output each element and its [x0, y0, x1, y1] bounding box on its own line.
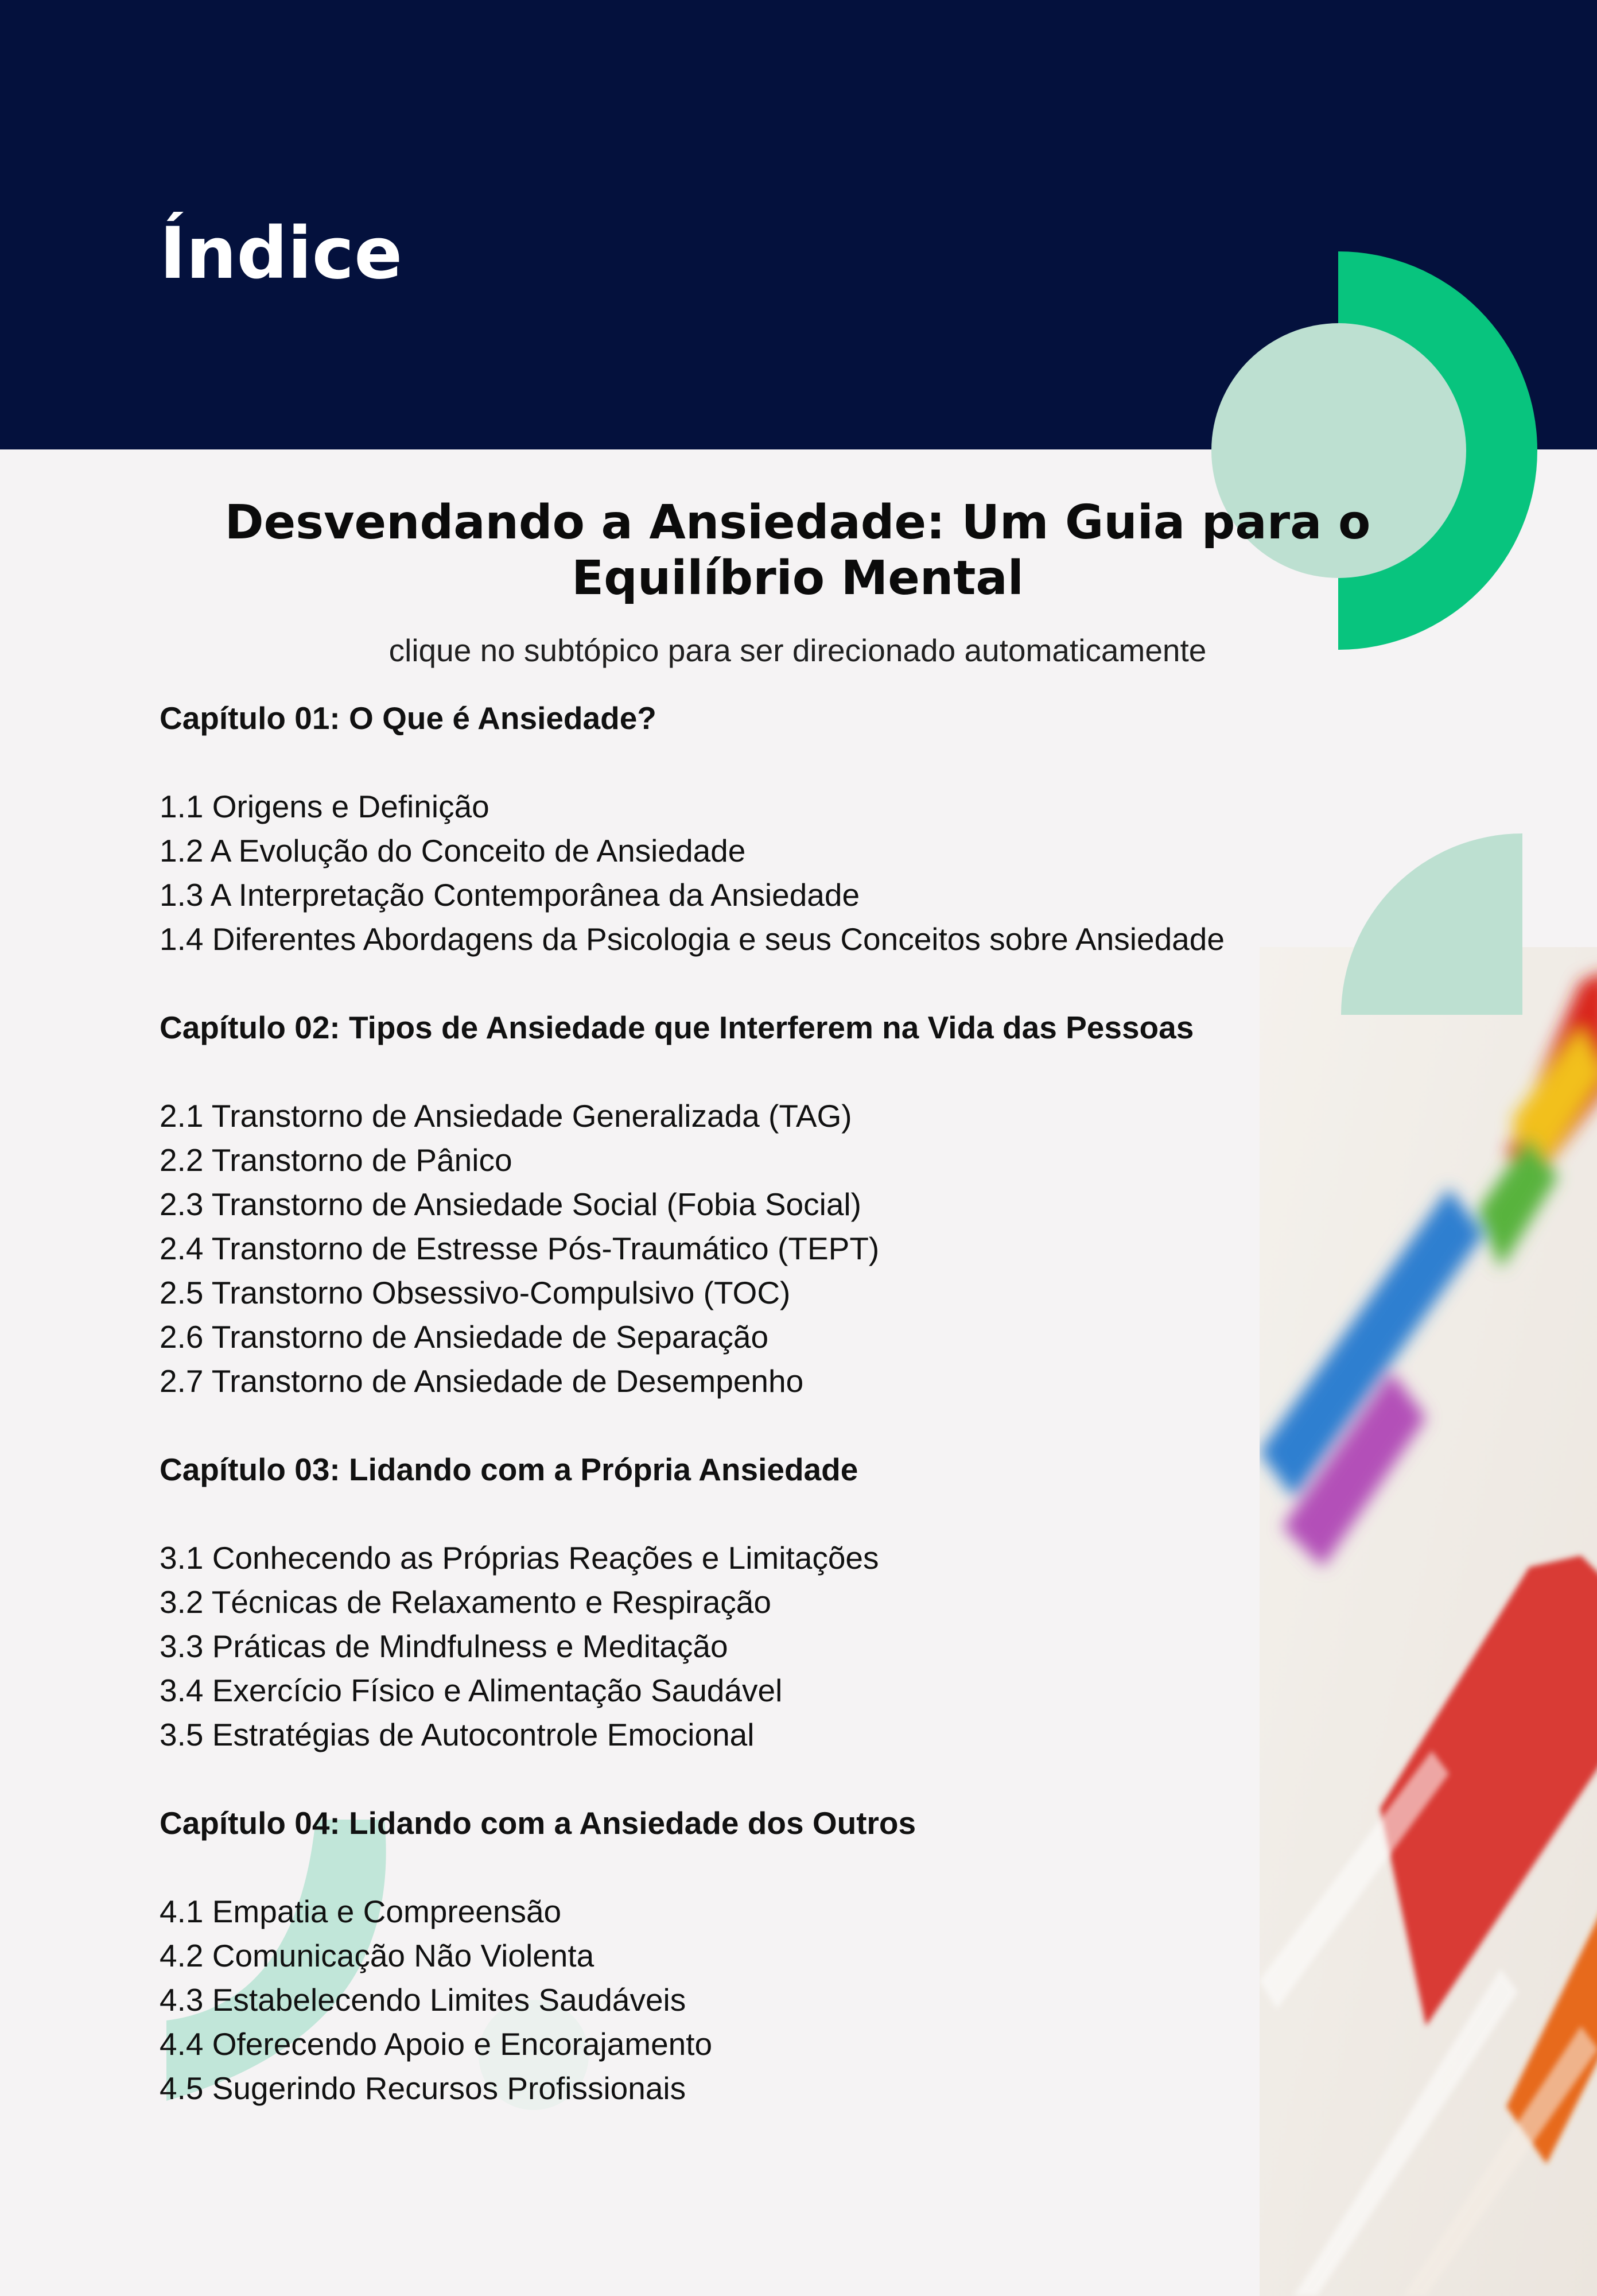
subtopic-link[interactable]: 1.1 Origens e Definição	[160, 789, 489, 824]
subtopic-link[interactable]: 2.5 Transtorno Obsessivo-Compulsivo (TOC)	[160, 1275, 791, 1310]
chapter-section	[160, 696, 1279, 961]
subtopic-link[interactable]: 2.3 Transtorno de Ansiedade Social (Fobia Social)	[160, 1186, 861, 1222]
subtopic-list	[160, 1094, 1279, 1403]
chapter-heading: Capítulo 02: Tipos de Ansiedade que Interferem na Vida das Pessoas	[160, 1010, 1194, 1045]
subtopic-link[interactable]: 2.6 Transtorno de Ansiedade de Separação	[160, 1319, 769, 1355]
subtopic-link[interactable]: 3.4 Exercício Físico e Alimentação Saudável	[160, 1673, 783, 1708]
subtopic-link[interactable]: 4.1 Empatia e Compreensão	[160, 1894, 562, 1929]
subtopic-list	[160, 1890, 1279, 2111]
chapter-heading: Capítulo 04: Lidando com a Ansiedade dos Outros	[160, 1805, 916, 1841]
subtopic-link[interactable]: 4.5 Sugerindo Recursos Profissionais	[160, 2070, 686, 2106]
chapter-section	[160, 1448, 1279, 1757]
subtopic-link[interactable]: 3.5 Estratégias de Autocontrole Emocional	[160, 1717, 755, 1752]
chapter-section	[160, 1801, 1279, 2111]
subtopic-link[interactable]: 4.4 Oferecendo Apoio e Encorajamento	[160, 2026, 713, 2062]
subtopic-link[interactable]: 2.4 Transtorno de Estresse Pós-Traumático (TEPT)	[160, 1231, 880, 1266]
subtopic-list	[160, 785, 1279, 961]
chapter-heading: Capítulo 01: O Que é Ansiedade?	[160, 700, 656, 736]
subtopic-link[interactable]: 3.1 Conhecendo as Próprias Reações e Limitações	[160, 1540, 879, 1576]
navigation-instruction: clique no subtópico para ser direcionado automaticamente	[388, 633, 1207, 668]
page-heading: Índice	[160, 212, 403, 295]
subtopic-link[interactable]: 1.4 Diferentes Abordagens da Psicologia e seus Conceitos sobre Ansiedade	[160, 921, 1225, 957]
subtopic-link[interactable]: 2.7 Transtorno de Ansiedade de Desempenho	[160, 1363, 804, 1399]
subtopic-link[interactable]: 4.3 Estabelecendo Limites Saudáveis	[160, 1982, 686, 2018]
chapter-section	[160, 1006, 1279, 1403]
subtopic-link[interactable]: 1.3 A Interpretação Contemporânea da Ansiedade	[160, 877, 860, 913]
subtopic-link[interactable]: 2.1 Transtorno de Ansiedade Generalizada (TAG)	[160, 1098, 852, 1134]
subtopic-link[interactable]: 3.3 Práticas de Mindfulness e Meditação	[160, 1628, 728, 1664]
mint-quarter-circle-decoration	[1340, 832, 1524, 1016]
document-title: Desvendando a Ansiedade: Um Guia para o Equilíbrio Mental	[224, 495, 1371, 606]
colored-tabs-photo	[1260, 947, 1597, 2296]
chapter-heading: Capítulo 03: Lidando com a Própria Ansiedade	[160, 1452, 858, 1487]
subtopic-link[interactable]: 3.2 Técnicas de Relaxamento e Respiração	[160, 1584, 771, 1620]
subtopic-list	[160, 1536, 1279, 1757]
subtopic-link[interactable]: 2.2 Transtorno de Pânico	[160, 1142, 512, 1178]
subtopic-link[interactable]: 4.2 Comunicação Não Violenta	[160, 1938, 594, 1973]
table-of-contents	[160, 696, 1279, 2155]
subtopic-link[interactable]: 1.2 A Evolução do Conceito de Ansiedade	[160, 833, 746, 868]
